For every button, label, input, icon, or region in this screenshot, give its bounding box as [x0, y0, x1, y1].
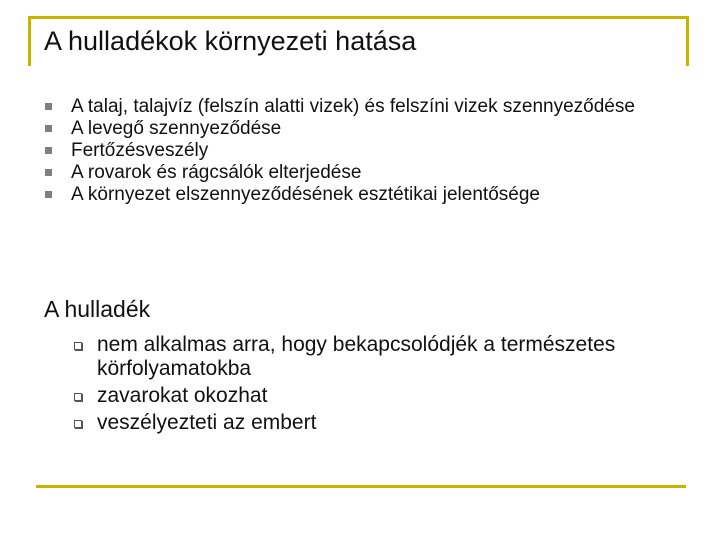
title-frame-top-line — [28, 16, 688, 19]
section-heading: A hulladék — [44, 296, 151, 322]
list-item-text: A talaj, talajvíz (felszín alatti vizek) és felszíni vizek szennyeződése — [71, 96, 635, 117]
square-bullet-icon — [45, 125, 52, 132]
square-bullet-icon — [45, 169, 52, 176]
slide-title: A hulladékok környezeti hatása — [44, 26, 417, 56]
hollow-square-bullet-icon — [74, 393, 82, 401]
bullet-list — [44, 97, 684, 207]
square-bullet-icon — [45, 191, 52, 198]
hollow-square-bullet-icon — [74, 420, 82, 428]
list-item — [71, 384, 631, 408]
list-item-text: A levegő szennyeződése — [71, 118, 282, 139]
square-bullet-icon — [45, 103, 52, 110]
list-item — [44, 163, 684, 183]
footer-divider-line — [36, 485, 686, 488]
list-item — [71, 333, 631, 381]
list-item — [44, 97, 684, 117]
list-item — [44, 119, 684, 139]
list-item-text: veszélyezteti az embert — [97, 411, 317, 434]
list-item-text: nem alkalmas arra, hogy bekapcsolódjék a természetes körfolyamatokba — [97, 333, 616, 380]
title-frame-right-line — [686, 16, 689, 66]
list-item — [71, 411, 631, 435]
list-item-text: A rovarok és rágcsálók elterjedése — [71, 162, 362, 183]
list-item-text: A környezet elszennyeződésének esztétikai jelentősége — [71, 184, 540, 205]
sub-bullet-list — [71, 333, 631, 438]
square-bullet-icon — [45, 147, 52, 154]
list-item — [44, 141, 684, 161]
list-item — [44, 185, 684, 205]
list-item-text: zavarokat okozhat — [97, 384, 268, 407]
hollow-square-bullet-icon — [74, 342, 82, 350]
title-frame-left-line — [28, 16, 31, 66]
list-item-text: Fertőzésveszély — [71, 140, 209, 161]
